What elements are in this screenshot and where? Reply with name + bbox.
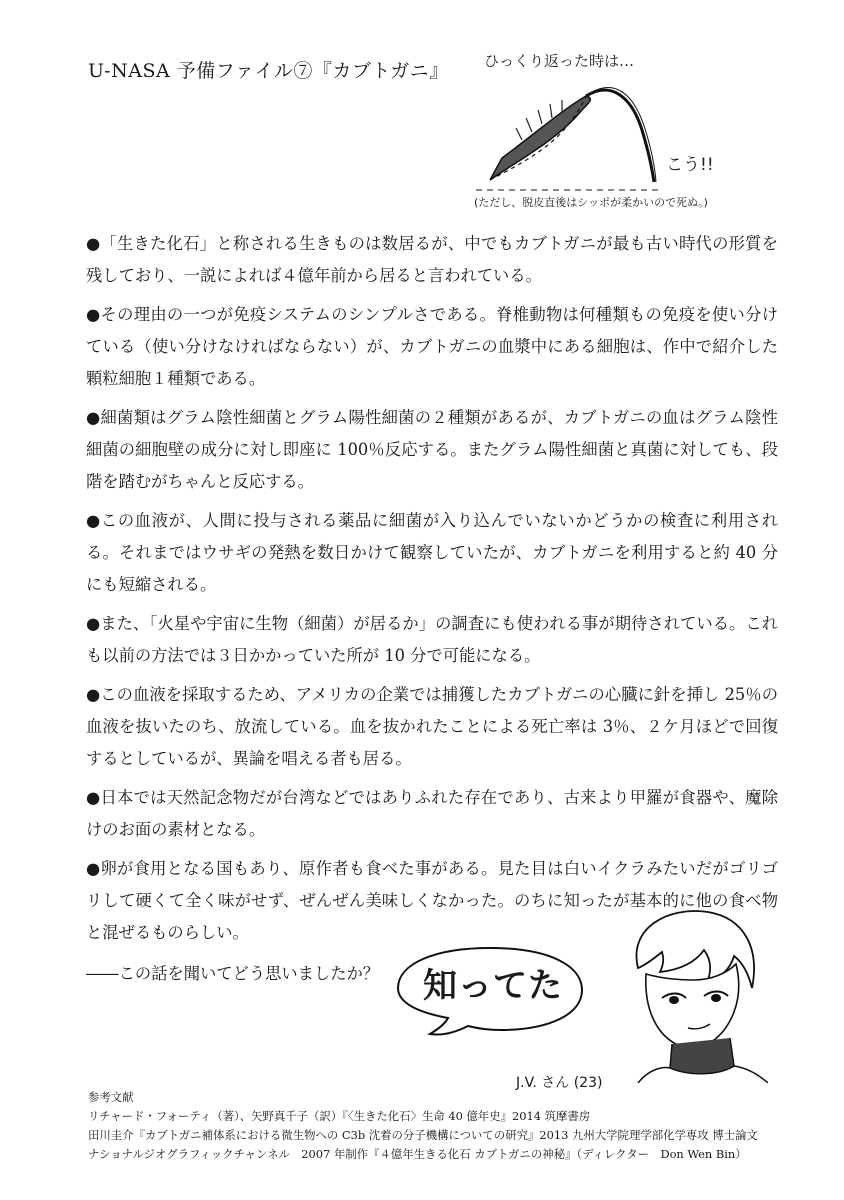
article-body [86, 228, 778, 956]
illustration-caption-bottom: (ただし、脱皮直後はシッポが柔かいので死ぬ。) [474, 196, 708, 209]
interviewee-credit: J.V. さん (23) [516, 1075, 603, 1091]
interview-question: ――この話を聞いてどう思いましたか？ [86, 964, 380, 983]
crab-tail [586, 90, 654, 182]
reference-item: リチャード・フォーティ（著）、矢野真千子（訳）『〈生きた化石〉生命 40 億年史』2014 筑摩書房 [88, 1109, 591, 1123]
horseshoe-crab-illustration [462, 40, 752, 220]
references [88, 1088, 768, 1164]
paragraph: ●細菌類はグラム陰性細菌とグラム陽性細菌の２種類があるが、カブトガニの血はグラム陰性細菌の細胞壁の成分に対し即座に 100％反応する。またグラム陽性細菌と真菌に対しても、段階を踏むがちゃんと反応する。 [86, 408, 778, 491]
reference-item: ナショナルジオグラフィックチャンネル 2007 年制作『４億年生きる化石 カブトガニの神秘』（ディレクター Don Wen Bin） [88, 1147, 747, 1161]
paragraph: ●この血液を採取するため、アメリカの企業では捕獲したカブトガニの心臓に針を挿し 25％の血液を抜いたのち、放流している。血を抜かれたことによる死亡率は 3％、２ケ月ほどで回復するとしているが、異論を唱える者も居る。 [86, 685, 778, 768]
illustration-caption-top: ひっくり返った時は… [484, 52, 635, 70]
interview-answer: 知ってた [423, 966, 563, 1006]
paragraph: ●日本では天然記念物だが台湾などではありふれた存在であり、古来より甲羅が食器や、魔除けのお面の素材となる。 [86, 788, 778, 839]
character-portrait [598, 898, 768, 1083]
paragraph: ●この血液が、人間に投与される薬品に細菌が入り込んでいないかどうかの検査に利用される。それまではウサギの発熱を数日かけて観察していたが、カブトガニを利用すると約 40 分にも短縮される。 [86, 511, 778, 594]
paragraph: ●その理由の一つが免疫システムのシンプルさである。脊椎動物は何種類もの免疫を使い分けている（使い分けなければならない）が、カブトガニの血漿中にある細胞は、作中で紹介した顆粒細胞１種類である。 [86, 305, 778, 388]
crab-shell [490, 96, 590, 180]
reference-item: 田川圭介『カブトガニ補体系における微生物への C3b 沈着の分子機構についての研究』2013 九州大学院理学部化学専攻 博士論文 [88, 1128, 758, 1142]
illustration-caption-right: こう!! [666, 155, 714, 175]
paragraph: ●また、「火星や宇宙に生物（細菌）が居るか」の調査にも使われる事が期待されている。これも以前の方法では３日かかっていた所が 10 分で可能になる。 [86, 614, 778, 665]
references-heading: 参考文献 [88, 1090, 134, 1104]
paragraph: ●卵が食用となる国もあり、原作者も食べた事がある。見た目は白いイクラみたいだがゴリゴリして硬くて全く味がせず、ぜんぜん美味しくなかった。のちに知ったが基本的に他の食べ物と混ぜるものらしい。 [86, 859, 778, 942]
paragraph: ●「生きた化石」と称される生きものは数居るが、中でもカブトガニが最も古い時代の形質を残しており、一説によれば４億年前から居ると言われている。 [86, 234, 778, 285]
page-title: U-NASA 予備ファイル⑦『カブトガニ』 [88, 60, 449, 82]
flipped-crab-drawing [462, 40, 752, 220]
